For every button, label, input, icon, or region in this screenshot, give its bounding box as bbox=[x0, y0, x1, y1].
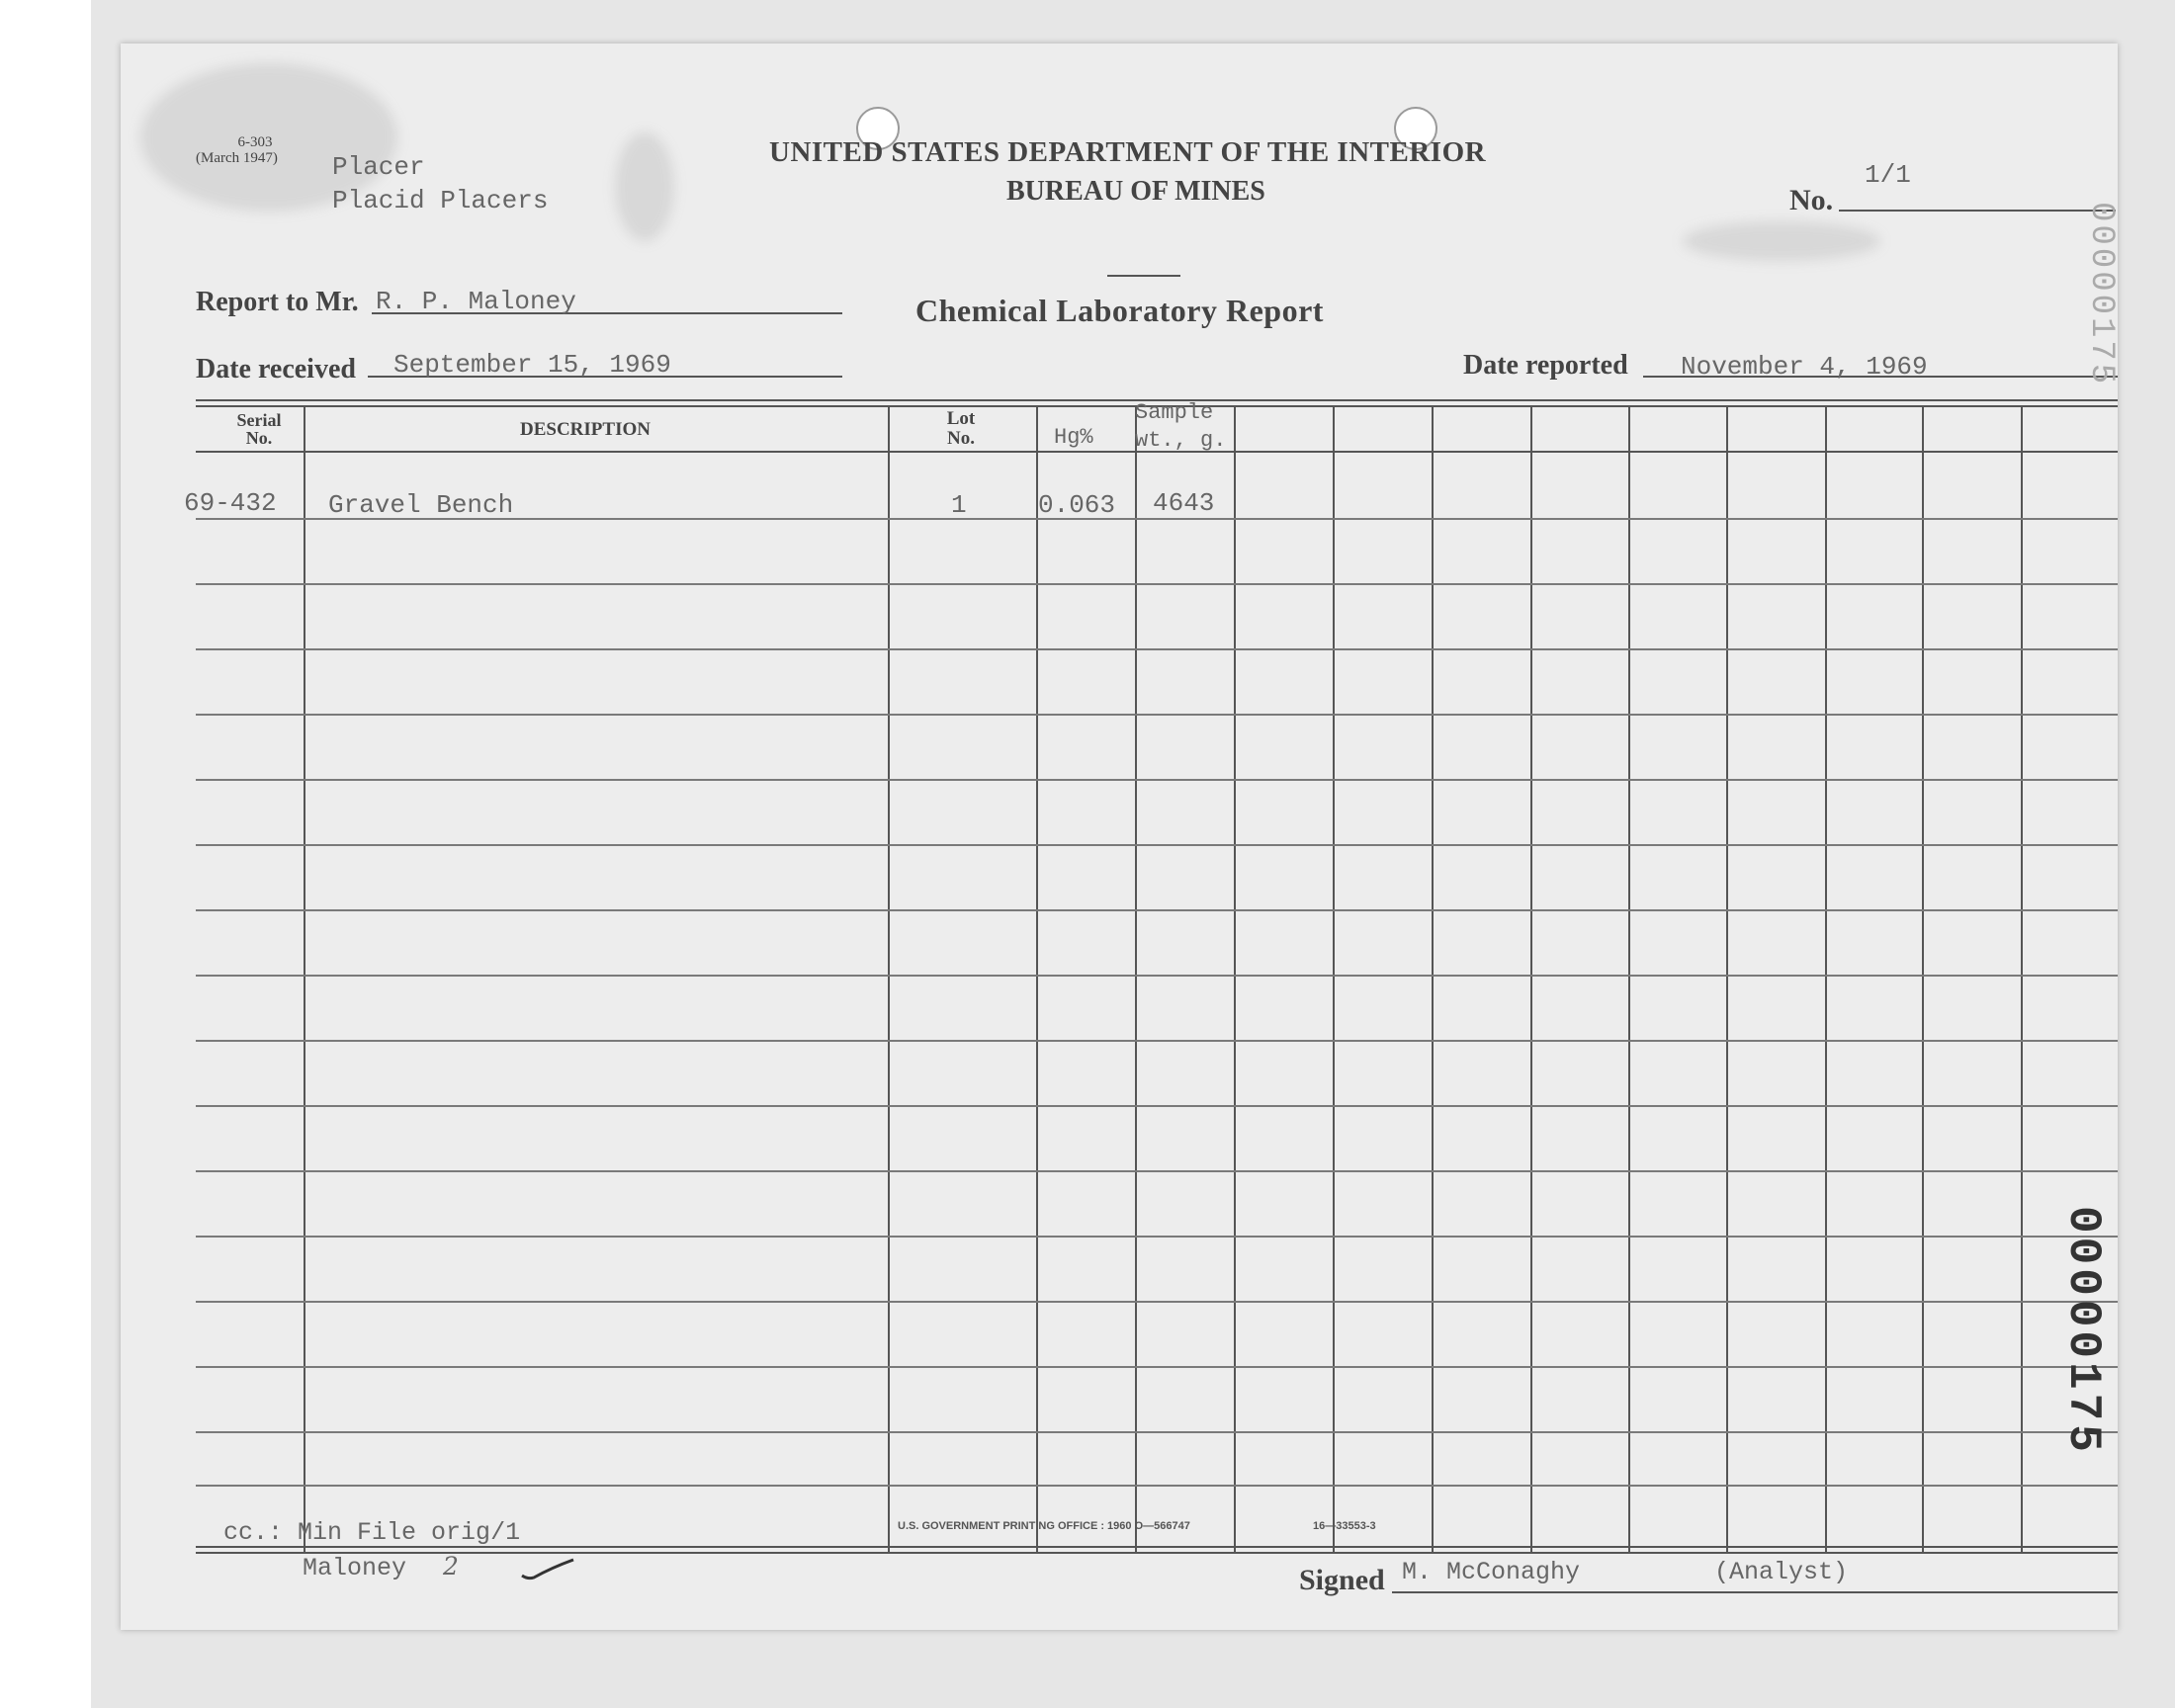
date-received-value: September 15, 1969 bbox=[393, 350, 671, 380]
row-divider bbox=[196, 844, 2118, 846]
row-divider bbox=[196, 1040, 2118, 1042]
checkmark-icon bbox=[518, 1556, 577, 1585]
column-divider bbox=[1333, 405, 1335, 1552]
serial-header bbox=[219, 411, 299, 447]
signed-label: Signed bbox=[1299, 1564, 1385, 1596]
description-header: DESCRIPTION bbox=[520, 419, 651, 440]
column-divider bbox=[1135, 405, 1137, 1552]
sample-header-line2: wt., g. bbox=[1135, 428, 1227, 453]
row-divider bbox=[196, 1105, 2118, 1107]
cell-description: Gravel Bench bbox=[328, 490, 514, 520]
sample-weight-header bbox=[1135, 399, 1226, 455]
cc-maloney: Maloney bbox=[303, 1554, 407, 1582]
row-divider bbox=[196, 1431, 2118, 1433]
project-name: Placid Placers bbox=[332, 186, 549, 215]
row-divider bbox=[196, 583, 2118, 585]
cell-hg: 0.063 bbox=[1038, 490, 1116, 520]
report-to-value: R. P. Maloney bbox=[376, 287, 576, 316]
printing-office-note: U.S. GOVERNMENT PRINTING OFFICE : 1960 O—566747 bbox=[898, 1520, 1190, 1532]
cell-lot: 1 bbox=[951, 490, 967, 520]
faint-stamp-number: 00000175 bbox=[2082, 202, 2120, 387]
cc-line-2 bbox=[303, 1552, 459, 1582]
row-divider bbox=[196, 714, 2118, 716]
row-divider bbox=[196, 1236, 2118, 1238]
column-divider bbox=[1922, 405, 1924, 1552]
column-divider bbox=[1530, 405, 1532, 1552]
column-divider bbox=[1825, 405, 1827, 1552]
row-divider bbox=[196, 1301, 2118, 1303]
row-divider bbox=[196, 975, 2118, 977]
header-divider bbox=[1107, 275, 1180, 277]
sample-header-line1: Sample bbox=[1135, 400, 1214, 425]
date-received-label: Date received bbox=[196, 354, 356, 384]
report-sheet bbox=[121, 43, 2118, 1630]
row-divider bbox=[196, 1366, 2118, 1368]
serial-header-line2: No. bbox=[245, 428, 273, 448]
cc-min-file: Min File orig/1 bbox=[298, 1518, 521, 1547]
column-divider bbox=[1432, 405, 1434, 1552]
form-number: 6-303 bbox=[237, 134, 273, 150]
report-number-label: No. bbox=[1789, 184, 1834, 216]
row-divider bbox=[196, 1485, 2118, 1487]
column-divider bbox=[304, 405, 305, 1552]
column-divider bbox=[1036, 405, 1038, 1552]
form-revision: (March 1947) bbox=[196, 150, 278, 166]
column-divider bbox=[888, 405, 890, 1552]
row-divider bbox=[196, 779, 2118, 781]
column-divider bbox=[1234, 405, 1236, 1552]
cell-sample-weight: 4643 bbox=[1153, 488, 1215, 518]
print-code: 16—33553-3 bbox=[1313, 1520, 1376, 1532]
row-divider bbox=[196, 909, 2118, 911]
bureau-title: BUREAU OF MINES bbox=[1006, 176, 1265, 207]
signature-line bbox=[1392, 1591, 2118, 1593]
column-divider bbox=[2021, 405, 2023, 1552]
smudge-artifact bbox=[1683, 221, 1880, 261]
row-divider bbox=[196, 648, 2118, 650]
smudge-artifact bbox=[615, 132, 674, 241]
date-reported-value: November 4, 1969 bbox=[1681, 352, 1928, 382]
lot-header-line1: Lot bbox=[946, 408, 976, 429]
row-divider bbox=[196, 1170, 2118, 1172]
hg-header: Hg% bbox=[1054, 425, 1093, 450]
serial-header-line1: Serial bbox=[236, 410, 282, 430]
report-number-line bbox=[1839, 210, 2116, 212]
cc-line-1 bbox=[223, 1518, 520, 1547]
column-divider bbox=[1628, 405, 1630, 1552]
signed-value: M. McConaghy bbox=[1402, 1558, 1581, 1586]
table-bottom-border bbox=[196, 1552, 2118, 1554]
stamp-number: 00000175 bbox=[2057, 1206, 2109, 1456]
report-title: Chemical Laboratory Report bbox=[915, 293, 1324, 328]
report-to-label: Report to Mr. bbox=[196, 287, 359, 317]
department-title: UNITED STATES DEPARTMENT OF THE INTERIOR bbox=[769, 136, 1487, 168]
cc-copy-count: 2 bbox=[443, 1552, 459, 1580]
analyst-label: (Analyst) bbox=[1714, 1558, 1849, 1586]
date-reported-label: Date reported bbox=[1463, 350, 1628, 381]
cell-serial: 69-432 bbox=[184, 488, 277, 518]
report-number-value: 1/1 bbox=[1865, 160, 1911, 190]
column-divider bbox=[1726, 405, 1728, 1552]
lot-header bbox=[921, 409, 1000, 449]
project-type: Placer bbox=[332, 152, 425, 182]
lot-header-line2: No. bbox=[947, 428, 975, 449]
cc-label: cc.: bbox=[223, 1518, 284, 1547]
